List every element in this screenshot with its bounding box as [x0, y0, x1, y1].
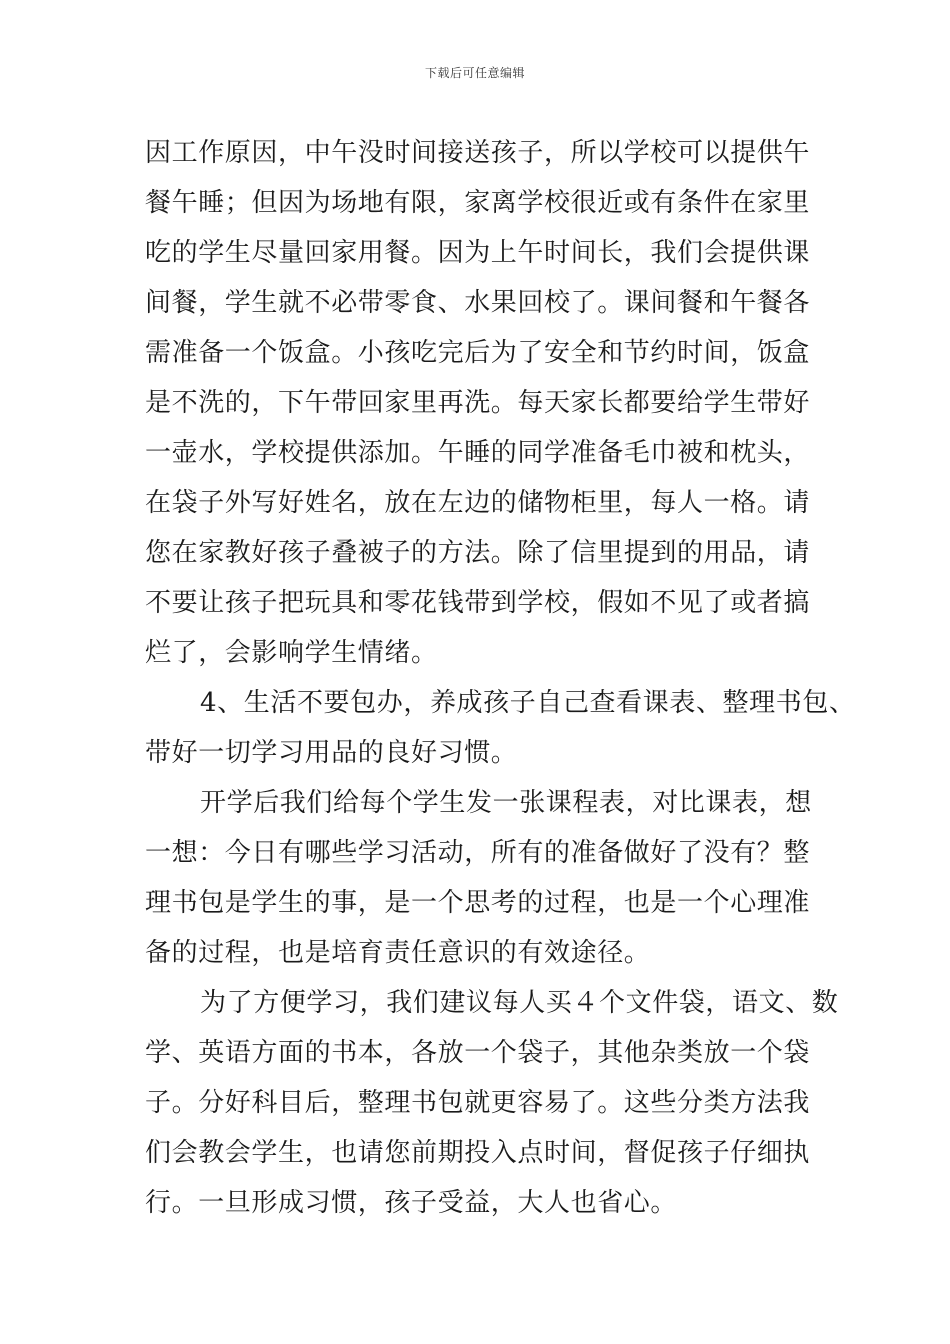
paragraph-line: 行。一旦形成习惯，孩子受益，大人也省心。	[145, 1188, 678, 1218]
paragraph-first-line: 开学后我们给每个学生发一张课程表，对比课表，想	[200, 788, 812, 818]
paragraph-line: 备的过程，也是培育责任意识的有效途径。	[145, 938, 651, 968]
paragraph-line: 带好一切学习用品的良好习惯。	[145, 738, 518, 768]
paragraph-line: 因工作原因，中午没时间接送孩子，所以学校可以提供午	[145, 138, 811, 168]
list-item-heading: 4、生活不要包办，养成孩子自己查看课表、整理书包、	[200, 688, 856, 718]
paragraph-line: 您在家教好孩子叠被子的方法。除了信里提到的用品，请	[145, 538, 811, 568]
page-header: 下载后可任意编辑	[424, 66, 525, 80]
paragraph-line: 在袋子外写好姓名，放在左边的储物柜里，每人一格。请	[145, 488, 811, 518]
paragraph-line: 子。分好科目后，整理书包就更容易了。这些分类方法我	[145, 1088, 811, 1118]
document-body	[145, 128, 856, 1228]
paragraph-line: 是不洗的，下午带回家里再洗。每天家长都要给学生带好	[145, 388, 811, 418]
paragraph-line: 学、英语方面的书本，各放一个袋子，其他杂类放一个袋	[145, 1038, 811, 1068]
paragraph-line: 一想：今日有哪些学习活动，所有的准备做好了没有？整	[145, 838, 811, 868]
paragraph-line: 餐午睡；但因为场地有限，家离学校很近或有条件在家里	[145, 188, 811, 218]
paragraph-line: 一壶水，学校提供添加。午睡的同学准备毛巾被和枕头，	[145, 438, 811, 468]
paragraph-line: 们会教会学生，也请您前期投入点时间，督促孩子仔细执	[145, 1138, 811, 1168]
paragraph-line: 不要让孩子把玩具和零花钱带到学校，假如不见了或者搞	[145, 588, 811, 618]
paragraph-line: 需准备一个饭盒。小孩吃完后为了安全和节约时间，饭盒	[145, 338, 811, 368]
paragraph-line: 烂了，会影响学生情绪。	[145, 638, 438, 668]
paragraph-line: 吃的学生尽量回家用餐。因为上午时间长，我们会提供课	[145, 238, 811, 268]
paragraph-line: 间餐，学生就不必带零食、水果回校了。课间餐和午餐各	[145, 288, 811, 318]
paragraph-first-line: 为了方便学习，我们建议每人买４个文件袋，语文、数	[200, 988, 839, 1018]
paragraph-line: 理书包是学生的事，是一个思考的过程，也是一个心理准	[145, 888, 811, 918]
